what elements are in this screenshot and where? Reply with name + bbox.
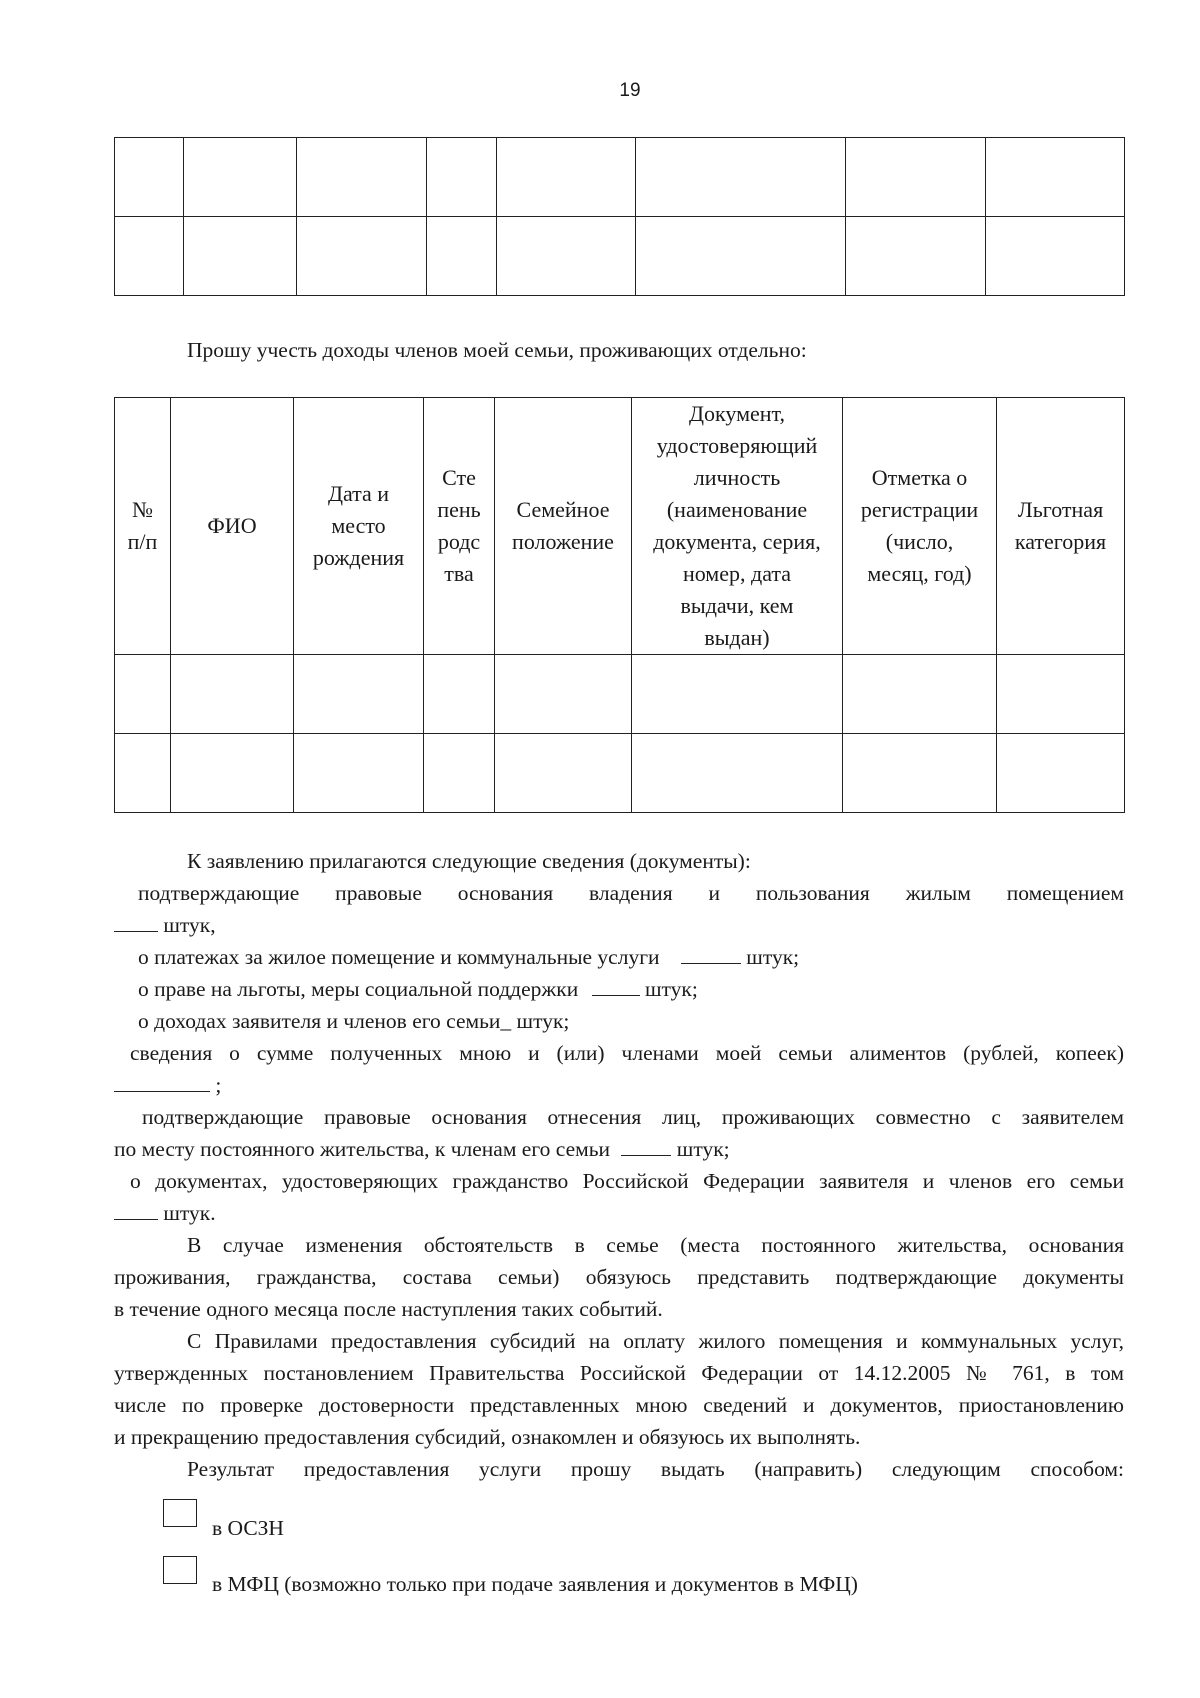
table-cell[interactable]: [632, 655, 843, 734]
header-text: регистрации: [860, 497, 979, 522]
rules-line: утвержденных постановлением Правительства Российской Федерации от 14.12.2005 № 761, в том: [114, 1361, 1124, 1385]
header-text: (наименование: [666, 497, 808, 522]
rules-line: числе по проверке достоверности представленных мною сведений и документов, приостановлению: [114, 1393, 1124, 1417]
attachment-text: о платежах за жилое помещение и коммунальные услуги: [138, 945, 660, 969]
header-text: выдачи, кем: [680, 593, 794, 618]
attachment-text: штук,: [163, 913, 216, 937]
header-family-status: [495, 398, 632, 655]
rules-line: и прекращению предоставления субсидий, ознакомлен и обязуюсь их выполнять.: [114, 1425, 861, 1449]
header-text: родс: [437, 529, 481, 554]
attachment-item-housing-rights-count: [114, 909, 216, 941]
result-heading: Результат предоставления услуги прошу выдать (направить) следующим способом:: [187, 1457, 1124, 1481]
attachment-item-cohabitants: подтверждающие правовые основания отнесения лиц, проживающих совместно с заявителем: [142, 1105, 1124, 1129]
table-cell[interactable]: [184, 138, 297, 217]
attachment-text: штук;: [676, 1137, 730, 1161]
separate-family-table: [114, 397, 1125, 813]
obligation-line: В случае изменения обстоятельств в семье (места постоянного жительства, основания: [187, 1233, 1124, 1257]
mfc-checkbox[interactable]: [163, 1556, 197, 1584]
table-cell[interactable]: [297, 217, 427, 296]
header-text: личность: [693, 465, 781, 490]
header-text: Льготная: [1017, 497, 1104, 522]
header-text: удостоверяющий: [656, 433, 818, 458]
header-text: тва: [444, 561, 474, 586]
header-benefit-category: [997, 398, 1125, 655]
attachment-text: ;: [215, 1073, 222, 1097]
header-text: Семейное: [516, 497, 610, 522]
attachment-item-alimony-amount: [114, 1069, 221, 1101]
blank-field[interactable]: [681, 941, 741, 964]
table-cell[interactable]: [997, 734, 1125, 813]
header-birth: [294, 398, 424, 655]
header-text: рождения: [312, 545, 405, 570]
table-cell[interactable]: [636, 138, 846, 217]
header-text: №: [132, 497, 153, 522]
table-cell[interactable]: [843, 655, 997, 734]
mfc-option-label: в МФЦ (возможно только при подаче заявления и документов в МФЦ): [212, 1572, 858, 1596]
table-cell[interactable]: [115, 655, 171, 734]
header-text: пень: [437, 497, 481, 522]
header-text: Документ,: [688, 401, 785, 426]
attachment-text: штук;: [644, 977, 698, 1001]
header-text: выдан): [704, 625, 770, 650]
table-cell[interactable]: [846, 217, 986, 296]
table-header-row: [115, 398, 1125, 655]
table-cell[interactable]: [171, 734, 294, 813]
table-cell[interactable]: [115, 217, 184, 296]
attachment-item-income: о доходах заявителя и членов его семьи_ штук;: [138, 1009, 570, 1033]
header-text: ФИО: [207, 513, 257, 538]
table-cell[interactable]: [184, 217, 297, 296]
table-cell[interactable]: [843, 734, 997, 813]
table-cell[interactable]: [424, 655, 495, 734]
attachment-item-benefits: [138, 973, 698, 1005]
header-fio: [171, 398, 294, 655]
attachment-text: штук;: [746, 945, 800, 969]
obligation-line: проживания, гражданства, состава семьи) обязуюсь представить подтверждающие документы: [114, 1265, 1124, 1289]
attachment-item-cohabitants-count: [114, 1133, 730, 1165]
blank-field[interactable]: [114, 1069, 210, 1092]
attachment-text: по месту постоянного жительства, к членам его семьи: [114, 1137, 611, 1161]
table-cell[interactable]: [632, 734, 843, 813]
blank-field[interactable]: [114, 909, 158, 932]
table-cell[interactable]: [297, 138, 427, 217]
table-row: [115, 217, 1125, 296]
attachments-heading: К заявлению прилагаются следующие сведения (документы):: [187, 849, 751, 873]
header-number: [115, 398, 171, 655]
separate-family-intro: Прошу учесть доходы членов моей семьи, проживающих отдельно:: [187, 338, 807, 362]
table-cell[interactable]: [115, 734, 171, 813]
table-cell[interactable]: [846, 138, 986, 217]
continued-table: [114, 137, 1125, 296]
header-text: месяц, год): [867, 561, 972, 586]
table-cell[interactable]: [171, 655, 294, 734]
table-cell[interactable]: [497, 217, 636, 296]
header-text: документа, серия,: [653, 529, 821, 554]
table-cell[interactable]: [986, 217, 1125, 296]
header-text: п/п: [127, 529, 158, 554]
table-cell[interactable]: [997, 655, 1125, 734]
header-text: Сте: [442, 465, 476, 490]
table-cell[interactable]: [427, 138, 497, 217]
rules-line: С Правилами предоставления субсидий на оплату жилого помещения и коммунальных услуг,: [187, 1329, 1124, 1353]
table-cell[interactable]: [294, 655, 424, 734]
attachment-item-alimony: сведения о сумме полученных мною и (или) членами моей семьи алиментов (рублей, копеек): [130, 1041, 1124, 1065]
header-text: Дата и: [327, 481, 390, 506]
blank-field[interactable]: [621, 1133, 671, 1156]
table-cell[interactable]: [427, 217, 497, 296]
header-kinship: [424, 398, 495, 655]
table-row: [115, 655, 1125, 734]
table-row: [115, 734, 1125, 813]
attachment-text: о праве на льготы, меры социальной поддержки: [138, 977, 579, 1001]
attachment-item-citizenship-count: [114, 1197, 216, 1229]
header-text: номер, дата: [682, 561, 792, 586]
table-cell[interactable]: [115, 138, 184, 217]
header-identity-document: [632, 398, 843, 655]
attachment-text: штук.: [163, 1201, 216, 1225]
table-cell[interactable]: [497, 138, 636, 217]
page-number: 19: [619, 80, 641, 101]
header-text: Отметка о: [871, 465, 968, 490]
header-registration: [843, 398, 997, 655]
table-cell[interactable]: [636, 217, 846, 296]
attachment-item-payments: [138, 941, 799, 973]
table-cell[interactable]: [495, 655, 632, 734]
header-text: место: [331, 513, 386, 538]
table-cell[interactable]: [294, 734, 424, 813]
table-cell[interactable]: [424, 734, 495, 813]
attachment-item-citizenship: о документах, удостоверяющих гражданство Российской Федерации заявителя и членов его семьи: [130, 1169, 1124, 1193]
osszn-checkbox[interactable]: [163, 1499, 197, 1527]
blank-field[interactable]: [114, 1197, 158, 1220]
blank-field[interactable]: [592, 973, 640, 996]
header-text: категория: [1014, 529, 1107, 554]
attachment-item-housing-rights: подтверждающие правовые основания владения и пользования жилым помещением: [138, 881, 1124, 905]
header-text: положение: [512, 529, 614, 554]
table-row: [115, 138, 1125, 217]
obligation-line: в течение одного месяца после наступления таких событий.: [114, 1297, 663, 1321]
table-cell[interactable]: [986, 138, 1125, 217]
header-text: (число,: [885, 529, 954, 554]
osszn-option-label: в ОСЗН: [212, 1516, 284, 1540]
table-cell[interactable]: [495, 734, 632, 813]
